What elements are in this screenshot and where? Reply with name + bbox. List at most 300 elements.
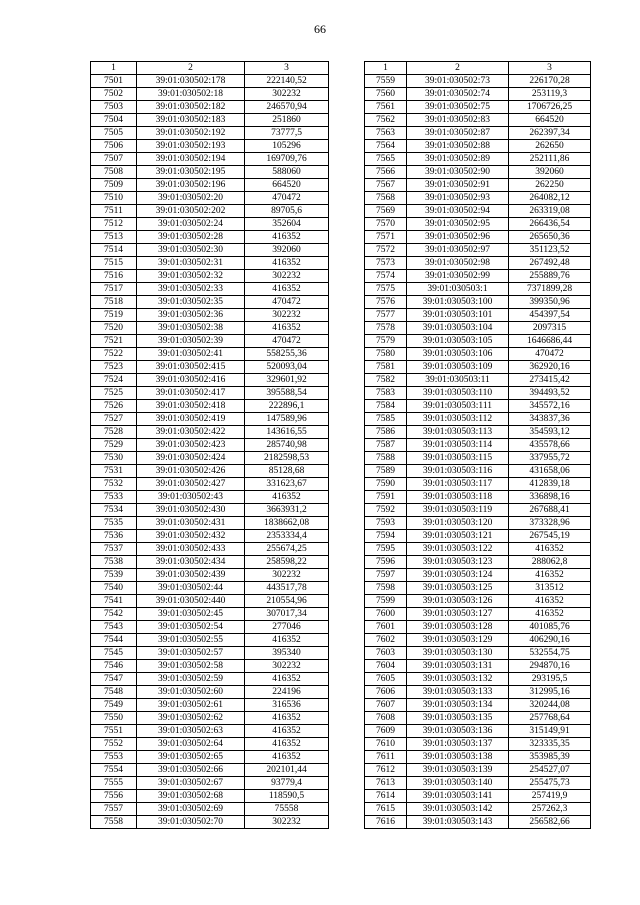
value-cell: 302232 xyxy=(245,569,329,582)
row-number-cell: 7587 xyxy=(365,439,407,452)
cadastral-number-cell: 39:01:030503:119 xyxy=(407,504,509,517)
cadastral-number-cell: 39:01:030503:110 xyxy=(407,387,509,400)
row-number-cell: 7548 xyxy=(91,686,137,699)
cadastral-number-cell: 39:01:030502:440 xyxy=(137,595,245,608)
cadastral-number-cell: 39:01:030502:63 xyxy=(137,725,245,738)
value-cell: 143616,55 xyxy=(245,426,329,439)
table-row xyxy=(365,244,591,257)
table-row xyxy=(91,140,329,153)
value-cell: 302232 xyxy=(245,88,329,101)
row-number-cell: 7578 xyxy=(365,322,407,335)
row-number-cell: 7542 xyxy=(91,608,137,621)
row-number-cell: 7507 xyxy=(91,153,137,166)
cadastral-number-cell: 39:01:030502:422 xyxy=(137,426,245,439)
cadastral-number-cell: 39:01:030502:418 xyxy=(137,400,245,413)
table-row xyxy=(365,764,591,777)
cadastral-number-cell: 39:01:030503:134 xyxy=(407,699,509,712)
table-row xyxy=(365,231,591,244)
cadastral-number-cell: 39:01:030503:137 xyxy=(407,738,509,751)
row-number-cell: 7606 xyxy=(365,686,407,699)
table-row xyxy=(365,621,591,634)
table-row xyxy=(365,543,591,556)
row-number-cell: 7583 xyxy=(365,387,407,400)
table-row xyxy=(91,296,329,309)
value-cell: 257262,3 xyxy=(509,803,591,816)
value-cell: 353985,39 xyxy=(509,751,591,764)
table-row xyxy=(365,374,591,387)
cadastral-number-cell: 39:01:030502:60 xyxy=(137,686,245,699)
table-row xyxy=(365,283,591,296)
table-row xyxy=(365,803,591,816)
table-row xyxy=(365,413,591,426)
cadastral-number-cell: 39:01:030502:20 xyxy=(137,192,245,205)
table-row xyxy=(91,413,329,426)
table-row xyxy=(365,439,591,452)
row-number-cell: 7575 xyxy=(365,283,407,296)
row-number-cell: 7536 xyxy=(91,530,137,543)
right-table xyxy=(364,61,591,829)
table-row xyxy=(365,660,591,673)
value-cell: 454397,54 xyxy=(509,309,591,322)
value-cell: 302232 xyxy=(245,309,329,322)
cadastral-number-cell: 39:01:030502:41 xyxy=(137,348,245,361)
table-row xyxy=(91,335,329,348)
table-row xyxy=(91,244,329,257)
cadastral-number-cell: 39:01:030503:104 xyxy=(407,322,509,335)
cadastral-number-cell: 39:01:030503:140 xyxy=(407,777,509,790)
value-cell: 412839,18 xyxy=(509,478,591,491)
cadastral-number-cell: 39:01:030502:58 xyxy=(137,660,245,673)
table-row xyxy=(91,153,329,166)
table-row xyxy=(365,595,591,608)
table-row xyxy=(365,387,591,400)
table-row xyxy=(91,530,329,543)
table-row xyxy=(365,426,591,439)
value-cell: 470472 xyxy=(245,335,329,348)
row-number-cell: 7577 xyxy=(365,309,407,322)
cadastral-number-cell: 39:01:030502:433 xyxy=(137,543,245,556)
value-cell: 253119,3 xyxy=(509,88,591,101)
row-number-cell: 7533 xyxy=(91,491,137,504)
cadastral-number-cell: 39:01:030503:100 xyxy=(407,296,509,309)
table-row xyxy=(365,400,591,413)
row-number-cell: 7598 xyxy=(365,582,407,595)
row-number-cell: 7540 xyxy=(91,582,137,595)
row-number-cell: 7572 xyxy=(365,244,407,257)
row-number-cell: 7568 xyxy=(365,192,407,205)
value-cell: 210554,96 xyxy=(245,595,329,608)
value-cell: 416352 xyxy=(245,738,329,751)
row-number-cell: 7539 xyxy=(91,569,137,582)
row-number-cell: 7576 xyxy=(365,296,407,309)
cadastral-number-cell: 39:01:030502:415 xyxy=(137,361,245,374)
left-table-header-row xyxy=(91,62,329,75)
table-row xyxy=(365,348,591,361)
row-number-cell: 7610 xyxy=(365,738,407,751)
table-row xyxy=(91,725,329,738)
cadastral-number-cell: 39:01:030503:127 xyxy=(407,608,509,621)
table-row xyxy=(365,738,591,751)
table-row xyxy=(91,816,329,829)
table-row xyxy=(91,686,329,699)
cadastral-number-cell: 39:01:030503:128 xyxy=(407,621,509,634)
value-cell: 2353334,4 xyxy=(245,530,329,543)
table-row xyxy=(365,686,591,699)
row-number-cell: 7509 xyxy=(91,179,137,192)
row-number-cell: 7555 xyxy=(91,777,137,790)
row-number-cell: 7569 xyxy=(365,205,407,218)
row-number-cell: 7527 xyxy=(91,413,137,426)
value-cell: 307017,34 xyxy=(245,608,329,621)
value-cell: 267545,19 xyxy=(509,530,591,543)
table-row xyxy=(91,387,329,400)
cadastral-number-cell: 39:01:030502:57 xyxy=(137,647,245,660)
row-number-cell: 7526 xyxy=(91,400,137,413)
cadastral-number-cell: 39:01:030502:32 xyxy=(137,270,245,283)
table-row xyxy=(365,556,591,569)
value-cell: 416352 xyxy=(245,257,329,270)
table-row xyxy=(91,439,329,452)
value-cell: 246570,94 xyxy=(245,101,329,114)
value-cell: 263319,08 xyxy=(509,205,591,218)
table-row xyxy=(91,231,329,244)
table-row xyxy=(91,803,329,816)
table-row xyxy=(365,166,591,179)
value-cell: 75558 xyxy=(245,803,329,816)
table-row xyxy=(365,504,591,517)
value-cell: 89705,6 xyxy=(245,205,329,218)
table-row xyxy=(91,621,329,634)
value-cell: 226170,28 xyxy=(509,75,591,88)
table-row xyxy=(365,205,591,218)
cadastral-number-cell: 39:01:030503:116 xyxy=(407,465,509,478)
table-row xyxy=(91,75,329,88)
table-row xyxy=(91,400,329,413)
row-number-cell: 7602 xyxy=(365,634,407,647)
row-number-cell: 7537 xyxy=(91,543,137,556)
row-number-cell: 7596 xyxy=(365,556,407,569)
value-cell: 416352 xyxy=(245,673,329,686)
row-number-cell: 7556 xyxy=(91,790,137,803)
value-cell: 312995,16 xyxy=(509,686,591,699)
value-cell: 373328,96 xyxy=(509,517,591,530)
value-cell: 202101,44 xyxy=(245,764,329,777)
table-row xyxy=(91,426,329,439)
value-cell: 7371899,28 xyxy=(509,283,591,296)
cadastral-number-cell: 39:01:030502:69 xyxy=(137,803,245,816)
row-number-cell: 7579 xyxy=(365,335,407,348)
table-row xyxy=(91,673,329,686)
row-number-cell: 7604 xyxy=(365,660,407,673)
table-row xyxy=(91,764,329,777)
cadastral-number-cell: 39:01:030502:196 xyxy=(137,179,245,192)
table-row xyxy=(91,166,329,179)
table-row xyxy=(91,101,329,114)
cadastral-number-cell: 39:01:030502:416 xyxy=(137,374,245,387)
value-cell: 588060 xyxy=(245,166,329,179)
cadastral-number-cell: 39:01:030503:101 xyxy=(407,309,509,322)
cadastral-number-cell: 39:01:030502:35 xyxy=(137,296,245,309)
cadastral-number-cell: 39:01:030503:1 xyxy=(407,283,509,296)
row-number-cell: 7588 xyxy=(365,452,407,465)
cadastral-number-cell: 39:01:030502:36 xyxy=(137,309,245,322)
row-number-cell: 7532 xyxy=(91,478,137,491)
value-cell: 345572,16 xyxy=(509,400,591,413)
value-cell: 394493,52 xyxy=(509,387,591,400)
row-number-cell: 7574 xyxy=(365,270,407,283)
row-number-cell: 7586 xyxy=(365,426,407,439)
row-number-cell: 7584 xyxy=(365,400,407,413)
value-cell: 416352 xyxy=(509,543,591,556)
row-number-cell: 7597 xyxy=(365,569,407,582)
table-row xyxy=(365,569,591,582)
row-number-cell: 7506 xyxy=(91,140,137,153)
row-number-cell: 7570 xyxy=(365,218,407,231)
row-number-cell: 7523 xyxy=(91,361,137,374)
row-number-cell: 7560 xyxy=(365,88,407,101)
cadastral-number-cell: 39:01:030502:90 xyxy=(407,166,509,179)
row-number-cell: 7571 xyxy=(365,231,407,244)
value-cell: 416352 xyxy=(245,491,329,504)
table-row xyxy=(91,218,329,231)
value-cell: 285740,98 xyxy=(245,439,329,452)
cadastral-number-cell: 39:01:030503:114 xyxy=(407,439,509,452)
row-number-cell: 7520 xyxy=(91,322,137,335)
table-row xyxy=(365,335,591,348)
value-cell: 470472 xyxy=(245,296,329,309)
value-cell: 262397,34 xyxy=(509,127,591,140)
value-cell: 320244,08 xyxy=(509,699,591,712)
cadastral-number-cell: 39:01:030503:142 xyxy=(407,803,509,816)
table-row xyxy=(91,608,329,621)
table-row xyxy=(365,582,591,595)
cadastral-number-cell: 39:01:030503:11 xyxy=(407,374,509,387)
value-cell: 323335,35 xyxy=(509,738,591,751)
row-number-cell: 7614 xyxy=(365,790,407,803)
row-number-cell: 7581 xyxy=(365,361,407,374)
row-number-cell: 7592 xyxy=(365,504,407,517)
row-number-cell: 7512 xyxy=(91,218,137,231)
row-number-cell: 7595 xyxy=(365,543,407,556)
table-row xyxy=(91,127,329,140)
row-number-cell: 7611 xyxy=(365,751,407,764)
row-number-cell: 7510 xyxy=(91,192,137,205)
row-number-cell: 7524 xyxy=(91,374,137,387)
table-row xyxy=(365,530,591,543)
cadastral-number-cell: 39:01:030502:24 xyxy=(137,218,245,231)
cadastral-number-cell: 39:01:030502:44 xyxy=(137,582,245,595)
row-number-cell: 7543 xyxy=(91,621,137,634)
value-cell: 258598,22 xyxy=(245,556,329,569)
row-number-cell: 7599 xyxy=(365,595,407,608)
cadastral-number-cell: 39:01:030503:124 xyxy=(407,569,509,582)
value-cell: 352604 xyxy=(245,218,329,231)
table-row xyxy=(91,465,329,478)
table-row xyxy=(365,257,591,270)
cadastral-number-cell: 39:01:030503:115 xyxy=(407,452,509,465)
table-row xyxy=(365,140,591,153)
value-cell: 267688,41 xyxy=(509,504,591,517)
cadastral-number-cell: 39:01:030502:59 xyxy=(137,673,245,686)
row-number-cell: 7546 xyxy=(91,660,137,673)
value-cell: 255674,25 xyxy=(245,543,329,556)
table-row xyxy=(365,790,591,803)
table-row xyxy=(91,491,329,504)
value-cell: 293195,5 xyxy=(509,673,591,686)
table-row xyxy=(91,179,329,192)
row-number-cell: 7567 xyxy=(365,179,407,192)
row-number-cell: 7566 xyxy=(365,166,407,179)
value-cell: 105296 xyxy=(245,140,329,153)
value-cell: 329601,92 xyxy=(245,374,329,387)
table-row xyxy=(365,127,591,140)
cadastral-number-cell: 39:01:030502:31 xyxy=(137,257,245,270)
row-number-cell: 7551 xyxy=(91,725,137,738)
table-row xyxy=(365,75,591,88)
value-cell: 257419,9 xyxy=(509,790,591,803)
row-number-cell: 7553 xyxy=(91,751,137,764)
page-number: 66 xyxy=(314,22,326,36)
cadastral-number-cell: 39:01:030502:94 xyxy=(407,205,509,218)
value-cell: 85128,68 xyxy=(245,465,329,478)
header-col-3: 3 xyxy=(245,62,329,75)
table-row xyxy=(91,88,329,101)
cadastral-number-cell: 39:01:030503:141 xyxy=(407,790,509,803)
table-row xyxy=(91,517,329,530)
table-row xyxy=(91,504,329,517)
cadastral-number-cell: 39:01:030502:431 xyxy=(137,517,245,530)
table-row xyxy=(91,556,329,569)
table-row xyxy=(365,647,591,660)
cadastral-number-cell: 39:01:030502:33 xyxy=(137,283,245,296)
table-row xyxy=(91,374,329,387)
row-number-cell: 7549 xyxy=(91,699,137,712)
cadastral-number-cell: 39:01:030503:126 xyxy=(407,595,509,608)
row-number-cell: 7541 xyxy=(91,595,137,608)
value-cell: 664520 xyxy=(509,114,591,127)
value-cell: 315149,91 xyxy=(509,725,591,738)
table-row xyxy=(91,790,329,803)
row-number-cell: 7511 xyxy=(91,205,137,218)
value-cell: 2097315 xyxy=(509,322,591,335)
table-row xyxy=(365,322,591,335)
cadastral-number-cell: 39:01:030503:109 xyxy=(407,361,509,374)
table-row xyxy=(365,478,591,491)
cadastral-number-cell: 39:01:030503:122 xyxy=(407,543,509,556)
table-row xyxy=(365,296,591,309)
value-cell: 255475,73 xyxy=(509,777,591,790)
row-number-cell: 7573 xyxy=(365,257,407,270)
value-cell: 443517,78 xyxy=(245,582,329,595)
table-row xyxy=(91,452,329,465)
value-cell: 354593,12 xyxy=(509,426,591,439)
value-cell: 93779,4 xyxy=(245,777,329,790)
value-cell: 435578,66 xyxy=(509,439,591,452)
row-number-cell: 7605 xyxy=(365,673,407,686)
cadastral-number-cell: 39:01:030502:68 xyxy=(137,790,245,803)
value-cell: 532554,75 xyxy=(509,647,591,660)
value-cell: 255889,76 xyxy=(509,270,591,283)
cadastral-number-cell: 39:01:030503:113 xyxy=(407,426,509,439)
value-cell: 169709,76 xyxy=(245,153,329,166)
table-row xyxy=(365,751,591,764)
row-number-cell: 7613 xyxy=(365,777,407,790)
header-col-3: 3 xyxy=(509,62,591,75)
table-row xyxy=(91,543,329,556)
cadastral-number-cell: 39:01:030503:135 xyxy=(407,712,509,725)
cadastral-number-cell: 39:01:030502:70 xyxy=(137,816,245,829)
value-cell: 416352 xyxy=(245,634,329,647)
value-cell: 264082,12 xyxy=(509,192,591,205)
value-cell: 257768,64 xyxy=(509,712,591,725)
cadastral-number-cell: 39:01:030503:123 xyxy=(407,556,509,569)
row-number-cell: 7615 xyxy=(365,803,407,816)
table-row xyxy=(365,88,591,101)
cadastral-number-cell: 39:01:030502:43 xyxy=(137,491,245,504)
value-cell: 558255,36 xyxy=(245,348,329,361)
row-number-cell: 7513 xyxy=(91,231,137,244)
value-cell: 416352 xyxy=(245,725,329,738)
table-row xyxy=(365,816,591,829)
cadastral-number-cell: 39:01:030502:97 xyxy=(407,244,509,257)
cadastral-number-cell: 39:01:030503:112 xyxy=(407,413,509,426)
cadastral-number-cell: 39:01:030502:93 xyxy=(407,192,509,205)
cadastral-number-cell: 39:01:030502:65 xyxy=(137,751,245,764)
cadastral-number-cell: 39:01:030502:183 xyxy=(137,114,245,127)
row-number-cell: 7544 xyxy=(91,634,137,647)
cadastral-number-cell: 39:01:030502:87 xyxy=(407,127,509,140)
row-number-cell: 7564 xyxy=(365,140,407,153)
table-row xyxy=(365,699,591,712)
row-number-cell: 7522 xyxy=(91,348,137,361)
cadastral-number-cell: 39:01:030502:39 xyxy=(137,335,245,348)
table-row xyxy=(365,491,591,504)
left-table xyxy=(90,61,329,829)
cadastral-number-cell: 39:01:030502:417 xyxy=(137,387,245,400)
cadastral-number-cell: 39:01:030503:139 xyxy=(407,764,509,777)
table-row xyxy=(91,569,329,582)
table-row xyxy=(91,270,329,283)
cadastral-number-cell: 39:01:030502:28 xyxy=(137,231,245,244)
cadastral-number-cell: 39:01:030502:89 xyxy=(407,153,509,166)
row-number-cell: 7600 xyxy=(365,608,407,621)
cadastral-number-cell: 39:01:030502:178 xyxy=(137,75,245,88)
row-number-cell: 7525 xyxy=(91,387,137,400)
cadastral-number-cell: 39:01:030502:430 xyxy=(137,504,245,517)
value-cell: 1706726,25 xyxy=(509,101,591,114)
table-row xyxy=(365,452,591,465)
cadastral-number-cell: 39:01:030502:193 xyxy=(137,140,245,153)
row-number-cell: 7559 xyxy=(365,75,407,88)
row-number-cell: 7531 xyxy=(91,465,137,478)
row-number-cell: 7530 xyxy=(91,452,137,465)
value-cell: 262250 xyxy=(509,179,591,192)
row-number-cell: 7585 xyxy=(365,413,407,426)
cadastral-number-cell: 39:01:030502:427 xyxy=(137,478,245,491)
value-cell: 331623,67 xyxy=(245,478,329,491)
table-row xyxy=(91,114,329,127)
cadastral-number-cell: 39:01:030503:120 xyxy=(407,517,509,530)
row-number-cell: 7514 xyxy=(91,244,137,257)
table-row xyxy=(91,348,329,361)
row-number-cell: 7516 xyxy=(91,270,137,283)
value-cell: 395588,54 xyxy=(245,387,329,400)
cadastral-number-cell: 39:01:030502:30 xyxy=(137,244,245,257)
value-cell: 313512 xyxy=(509,582,591,595)
value-cell: 362920,16 xyxy=(509,361,591,374)
row-number-cell: 7518 xyxy=(91,296,137,309)
value-cell: 254527,07 xyxy=(509,764,591,777)
